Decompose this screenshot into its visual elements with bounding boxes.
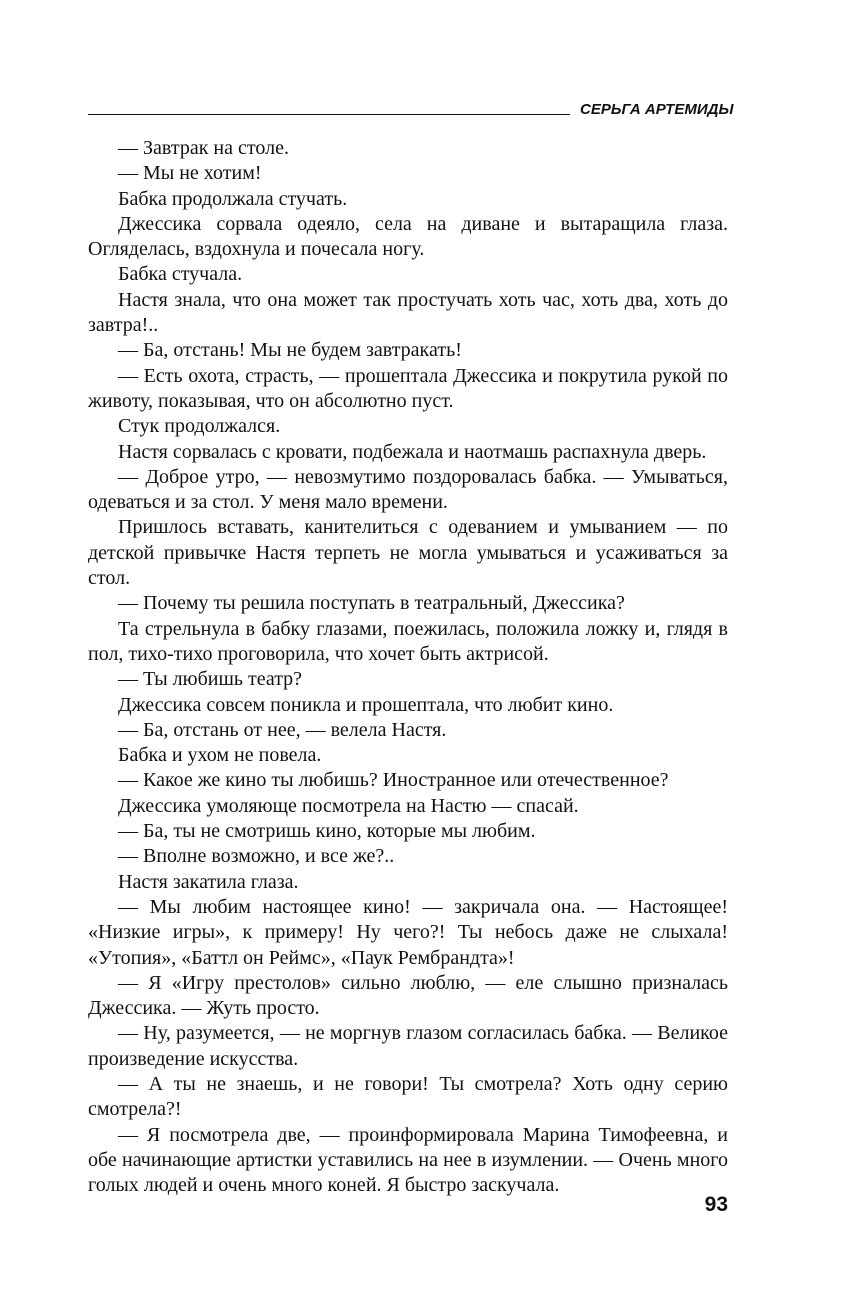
paragraph: Пришлось вставать, канителиться с одеванием и умыванием — по детской привычке Настя терпеть не могла умываться и усаживаться за стол. [88, 516, 728, 590]
paragraph: — Ба, отстань! Мы не будем завтракать! [118, 339, 462, 362]
paragraph: Джессика умоляюще посмотрела на Настю — спасай. [118, 794, 579, 817]
paragraph: Настя закатила глаза. [118, 870, 299, 893]
paragraph: — Завтрак на столе. [118, 137, 289, 159]
paragraph: — Вполне возможно, и все же?.. [118, 845, 395, 868]
paragraph: — Доброе утро, — невозмутимо поздоровалась бабка. — Умываться, одеваться и за стол. У меня мало времени. [88, 465, 728, 514]
paragraph: — Ба, отстань от нее, — велела Настя. [118, 718, 447, 741]
paragraph: — Ну, разумеется, — не моргнув глазом согласилась бабка. — Великое произведение искусства. [88, 1022, 728, 1070]
paragraph: — А ты не знаешь, и не говори! Ты смотрела? Хоть одну серию смотрела?! [88, 1072, 728, 1121]
paragraph: — Почему ты решила поступать в театральный, Джессика? [118, 592, 625, 615]
paragraph: — Мы любим настоящее кино! — закричала она. — Настоящее! «Низкие игры», к примеру! Ну чего?! Ты небось даже не слыхала! «Утопия», «Баттл он Реймс», «Паук Рембрандта»! [88, 895, 728, 969]
paragraph: — Я «Игру престолов» сильно люблю, — еле слышно призналась Джессика. — Жуть просто. [88, 971, 728, 1020]
paragraph: Та стрельнула в бабку глазами, поежилась, положила ложку и, глядя в пол, тихо-тихо проговорила, что хочет быть актрисой. [88, 617, 728, 665]
paragraph: Бабка и ухом не повела. [118, 744, 322, 767]
header-rule [88, 114, 570, 115]
paragraph: Настя сорвалась с кровати, подбежала и наотмашь распахнула дверь. [118, 440, 707, 463]
paragraph: — Ба, ты не смотришь кино, которые мы любим. [118, 820, 536, 843]
paragraph: Джессика совсем поникла и прошептала, что любит кино. [118, 693, 614, 716]
paragraph: — Мы не хотим! [118, 162, 262, 185]
paragraph: Стук продолжался. [118, 415, 281, 438]
paragraph: — Есть охота, страсть, — прошептала Джессика и покрутила рукой по животу, показывая, что он абсолютно пуст. [88, 364, 728, 412]
paragraph: Бабка стучала. [118, 263, 243, 286]
paragraph: Джессика сорвала одеяло, села на диване и вытаращила глаза. Огляделась, вздохнула и почесала ногу. [88, 212, 728, 261]
page-number: 93 [704, 1193, 728, 1216]
paragraph: Настя знала, что она может так простучать хоть час, хоть два, хоть до завтра!.. [88, 288, 728, 337]
paragraph: Бабка продолжала стучать. [118, 187, 348, 210]
paragraph: — Я посмотрела две, — проинформировала Марина Тимофеевна, и обе начинающие артистки уставились на нее в изумлении. — Очень много голых людей и очень много коней. Я быстро заскучала. [88, 1123, 728, 1197]
paragraph: — Ты любишь театр? [118, 668, 303, 691]
body-text [88, 136, 728, 1198]
running-title: СЕРЬГА АРТЕМИДЫ [580, 101, 734, 118]
paragraph: — Какое же кино ты любишь? Иностранное или отечественное? [118, 769, 669, 792]
